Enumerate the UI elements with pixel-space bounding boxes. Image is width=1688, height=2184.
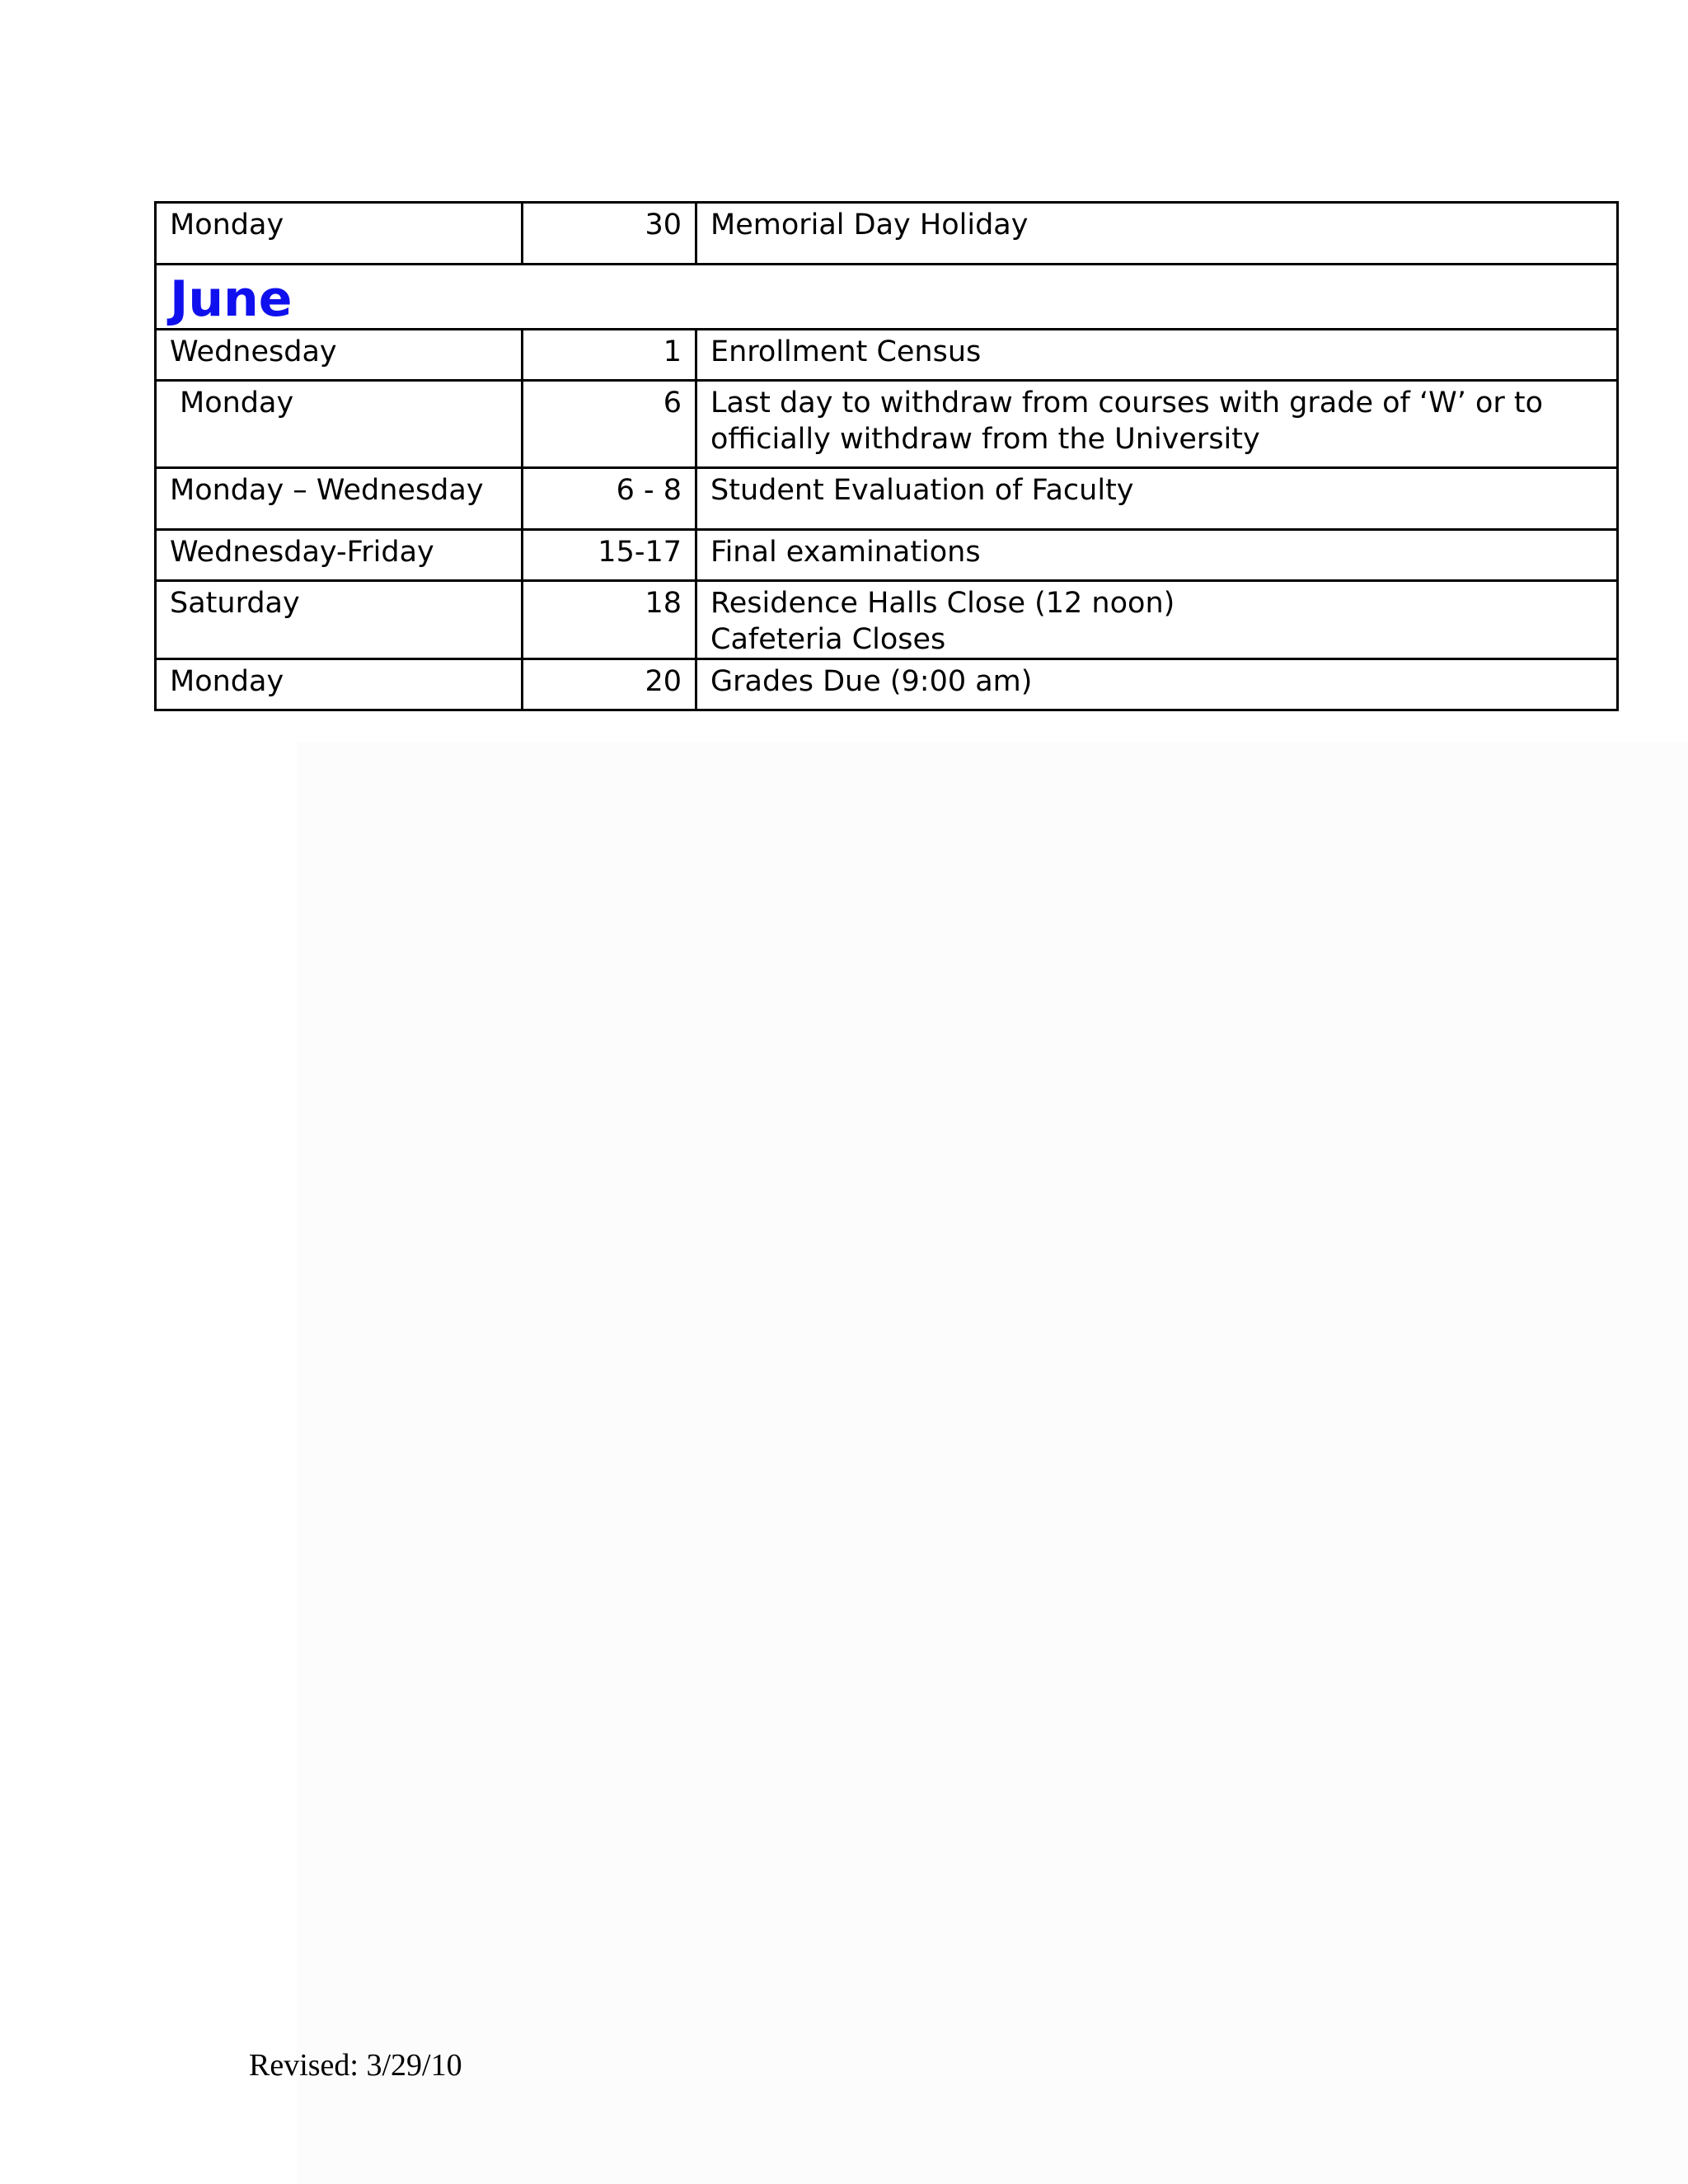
event-line: Cafeteria Closes xyxy=(710,623,946,656)
event-line: Last day to withdraw from courses with grade of ‘W’ or to xyxy=(710,387,1544,419)
revision-note: Revised: 3/29/10 xyxy=(249,2048,462,2083)
event-cell: Final examinations xyxy=(696,530,1618,581)
date-cell: 6 - 8 xyxy=(523,468,696,530)
day-cell: Monday xyxy=(156,203,523,265)
month-heading: June xyxy=(156,265,1618,330)
day-cell: Wednesday xyxy=(156,330,523,381)
event-cell: Memorial Day Holiday xyxy=(696,203,1618,265)
day-cell: Monday xyxy=(156,381,523,468)
day-cell: Wednesday-Friday xyxy=(156,530,523,581)
event-cell xyxy=(696,381,1618,468)
table-row xyxy=(156,381,1618,468)
event-cell: Student Evaluation of Faculty xyxy=(696,468,1618,530)
date-cell: 15-17 xyxy=(523,530,696,581)
table-row xyxy=(156,530,1618,581)
date-cell: 1 xyxy=(523,330,696,381)
table-row xyxy=(156,659,1618,710)
event-cell: Enrollment Census xyxy=(696,330,1618,381)
date-cell: 30 xyxy=(523,203,696,265)
date-cell: 6 xyxy=(523,381,696,468)
month-row xyxy=(156,265,1618,330)
day-cell: Monday – Wednesday xyxy=(156,468,523,530)
date-cell: 18 xyxy=(523,581,696,659)
table-row xyxy=(156,581,1618,659)
date-cell: 20 xyxy=(523,659,696,710)
table-row xyxy=(156,203,1618,265)
table-row xyxy=(156,468,1618,530)
day-cell: Saturday xyxy=(156,581,523,659)
event-cell: Grades Due (9:00 am) xyxy=(696,659,1618,710)
event-line: Residence Halls Close (12 noon) xyxy=(710,587,1175,620)
page-background xyxy=(297,742,1688,2184)
day-cell: Monday xyxy=(156,659,523,710)
academic-calendar-table xyxy=(154,201,1619,711)
event-cell xyxy=(696,581,1618,659)
table-row xyxy=(156,330,1618,381)
event-line: officially withdraw from the University xyxy=(710,423,1260,456)
